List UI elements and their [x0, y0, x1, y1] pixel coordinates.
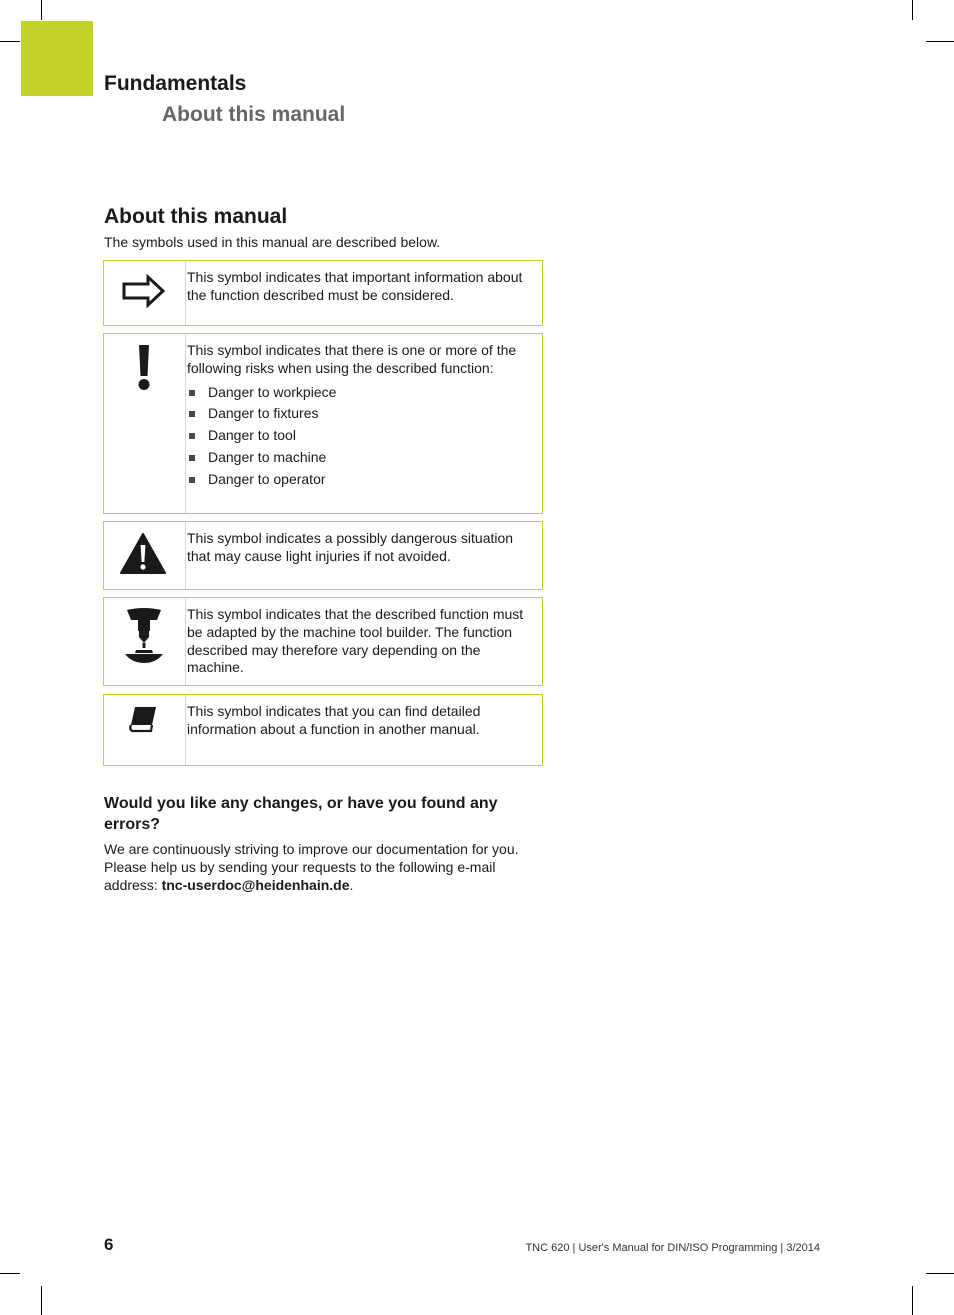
crop-mark [0, 1273, 20, 1274]
feedback-text [104, 840, 549, 894]
crop-mark [41, 1286, 42, 1315]
list-item: Danger to machine [187, 447, 530, 469]
symbol-icon-cell [104, 522, 186, 589]
symbol-box-note [103, 260, 543, 326]
symbol-icon-cell [104, 261, 186, 325]
intro-text: The symbols used in this manual are described below. [104, 234, 441, 250]
crop-mark [41, 0, 42, 20]
symbol-icon-cell [104, 598, 186, 685]
symbol-description: This symbol indicates that there is one or more of the following risks when using the described function: [187, 342, 517, 376]
symbol-icon-cell [104, 334, 186, 513]
arrow-right-icon [122, 274, 166, 308]
symbol-box-danger [103, 333, 543, 514]
warning-triangle-icon [119, 532, 167, 575]
list-item: Danger to tool [187, 425, 530, 447]
exclamation-icon [136, 345, 152, 391]
feedback-text-before: We are continuously striving to improve our documentation for you. Please help us by sending your requests to the following e-mail address: [104, 841, 519, 893]
symbol-description: This symbol indicates that you can find detailed information about a function in another manual. [187, 703, 481, 737]
symbol-description: This symbol indicates that important information about the function described must be considered. [187, 269, 523, 303]
crop-mark [0, 41, 20, 42]
symbol-box-reference [103, 694, 543, 766]
machine-tool-icon [124, 608, 164, 664]
symbol-box-caution [103, 521, 543, 590]
feedback-email-link[interactable]: tnc-userdoc@heidenhain.de [161, 877, 350, 893]
symbol-description: This symbol indicates that the described function must be adapted by the machine tool builder. The function described may therefore vary depending on the machine. [187, 606, 524, 676]
list-item: Danger to fixtures [187, 403, 530, 425]
feedback-heading: Would you like any changes, or have you found any errors? [104, 795, 498, 833]
risk-list [187, 382, 530, 491]
chapter-title: Fundamentals [104, 72, 247, 95]
symbol-description: This symbol indicates a possibly dangerous situation that may cause light injuries if not avoided. [187, 530, 514, 564]
chapter-accent-square [21, 21, 93, 96]
crop-mark [926, 41, 954, 42]
symbol-description-block [187, 342, 530, 491]
crop-mark [912, 0, 913, 20]
symbol-box-machine [103, 597, 543, 686]
page-title: About this manual [104, 205, 288, 228]
book-icon [128, 705, 158, 733]
list-item: Danger to operator [187, 469, 530, 491]
section-subtitle: About this manual [162, 103, 346, 126]
list-item: Danger to workpiece [187, 382, 530, 404]
page-number: 6 [104, 1235, 114, 1254]
crop-mark [926, 1273, 954, 1274]
crop-mark [912, 1286, 913, 1315]
footer-doc-info: TNC 620 | User's Manual for DIN/ISO Programming | 3/2014 [525, 1242, 820, 1254]
symbol-icon-cell [104, 695, 186, 765]
feedback-text-after: . [349, 877, 354, 893]
